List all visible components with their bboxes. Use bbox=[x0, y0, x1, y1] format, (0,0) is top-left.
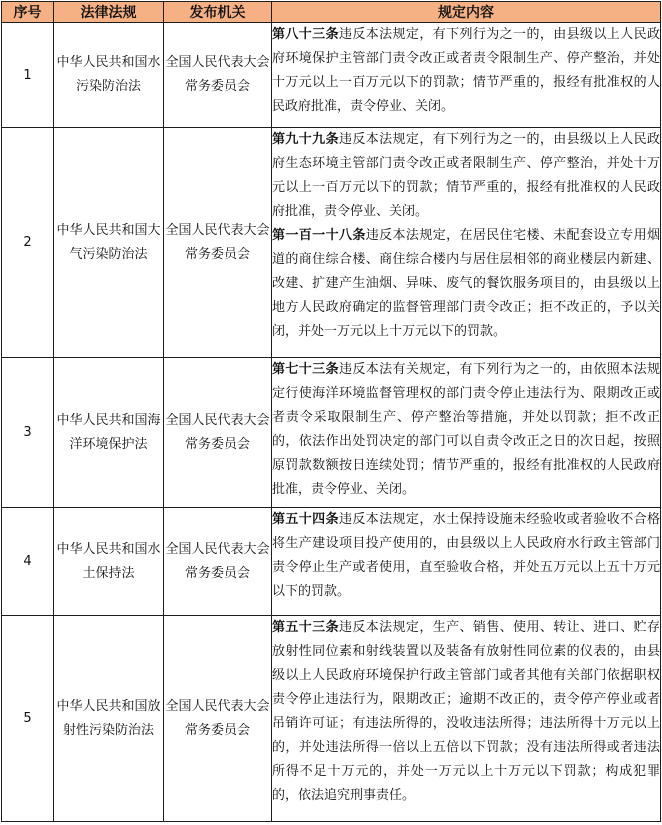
issuer-name: 全国人民代表大会常务委员会 bbox=[164, 128, 272, 358]
regulation-content bbox=[272, 358, 661, 508]
regulation-paragraph bbox=[272, 616, 660, 808]
issuer-name: 全国人民代表大会常务委员会 bbox=[164, 616, 272, 822]
header-law: 法律法规 bbox=[54, 2, 164, 23]
row-number: 2 bbox=[2, 128, 54, 358]
regulation-paragraph bbox=[272, 358, 660, 502]
table-row bbox=[2, 358, 661, 508]
article-text: 违反本法规定，有下列行为之一的，由县级以上人民政府环境保护主管部门责令改正或者责令限制生产、停产整治，并处十万元以上一百万元以下的罚款；情节严重的，报经有批准权的人民政府批准，责令停业、关闭。 bbox=[272, 27, 660, 114]
table-row bbox=[2, 128, 661, 358]
article-text: 违反本法规定，生产、销售、使用、转让、进口、贮存放射性同位素和射线装置以及装备有放射性同位素的仪表的，由县级以上人民政府环境保护行政主管部门或者其他有关部门依据职权责令停止违法行为，限期改正；逾期不改正的，责令停产停业或者吊销许可证；有违法所得的，没收违法所得；违法所得十万元以上的，并处违法所得一倍以上五倍以下罚款；没有违法所得或者违法所得不足十万元的，并处一万元以上十万元以下罚款；构成犯罪的，依法追究刑事责任。 bbox=[272, 620, 660, 803]
table-row bbox=[2, 508, 661, 616]
article-text: 违反本法规定，有下列行为之一的，由县级以上人民政府生态环境主管部门责令改正或者限制生产、停产整治，并处十万元以上一百万元以下的罚款；情节严重的，报经有批准权的人民政府批准，责令停业、关闭。 bbox=[272, 132, 660, 219]
header-issuer: 发布机关 bbox=[164, 2, 272, 23]
regulation-content bbox=[272, 23, 661, 128]
issuer-name: 全国人民代表大会常务委员会 bbox=[164, 358, 272, 508]
table-row bbox=[2, 616, 661, 822]
article-number: 第一百一十八条 bbox=[272, 228, 366, 243]
article-text: 违反本法规定，水土保持设施未经验收或者验收不合格将生产建设项目投产使用的，由县级以上人民政府水行政主管部门责令停止生产或者使用，直至验收合格，并处五万元以上五十万元以下的罚款。 bbox=[272, 512, 660, 599]
row-number: 1 bbox=[2, 23, 54, 128]
law-name: 中华人民共和国水污染防治法 bbox=[54, 23, 164, 128]
row-number: 5 bbox=[2, 616, 54, 822]
table-row bbox=[2, 23, 661, 128]
law-name: 中华人民共和国水土保持法 bbox=[54, 508, 164, 616]
regulation-content bbox=[272, 616, 661, 822]
regulation-paragraph bbox=[272, 508, 660, 604]
header-content: 规定内容 bbox=[272, 2, 661, 23]
article-text: 违反本法有关规定，有下列行为之一的，由依照本法规定行使海洋环境监督管理权的部门责令停止违法行为、限期改正或者责令采取限制生产、停产整治等措施，并处以罚款；拒不改正的，依法作出处罚决定的部门可以自责令改正之日的次日起，按照原罚款数额按日连续处罚；情节严重的，报经有批准权的人民政府批准，责令停业、关闭。 bbox=[272, 362, 660, 497]
row-number: 3 bbox=[2, 358, 54, 508]
issuer-name: 全国人民代表大会常务委员会 bbox=[164, 508, 272, 616]
issuer-name: 全国人民代表大会常务委员会 bbox=[164, 23, 272, 128]
article-number: 第七十三条 bbox=[272, 362, 339, 377]
regulation-content bbox=[272, 508, 661, 616]
article-number: 第五十三条 bbox=[272, 620, 339, 635]
header-no: 序号 bbox=[2, 2, 54, 23]
regulation-content bbox=[272, 128, 661, 358]
article-number: 第八十三条 bbox=[272, 27, 339, 42]
article-text: 违反本法规定，在居民住宅楼、未配套设立专用烟道的商住综合楼、商住综合楼内与居住层相邻的商业楼层内新建、改建、扩建产生油烟、异味、废气的餐饮服务项目的，由县级以上地方人民政府确定的监督管理部门责令改正；拒不改正的，予以关闭，并处一万元以上十万元以下的罚款。 bbox=[272, 228, 660, 339]
regulation-paragraph bbox=[272, 224, 660, 344]
header-row bbox=[2, 2, 661, 23]
regulation-paragraph bbox=[272, 23, 660, 119]
article-number: 第九十九条 bbox=[272, 132, 339, 147]
article-number: 第五十四条 bbox=[272, 512, 339, 527]
regulation-paragraph bbox=[272, 128, 660, 224]
row-number: 4 bbox=[2, 508, 54, 616]
law-name: 中华人民共和国海洋环境保护法 bbox=[54, 358, 164, 508]
regulation-table bbox=[1, 1, 661, 822]
law-name: 中华人民共和国放射性污染防治法 bbox=[54, 616, 164, 822]
law-name: 中华人民共和国大气污染防治法 bbox=[54, 128, 164, 358]
